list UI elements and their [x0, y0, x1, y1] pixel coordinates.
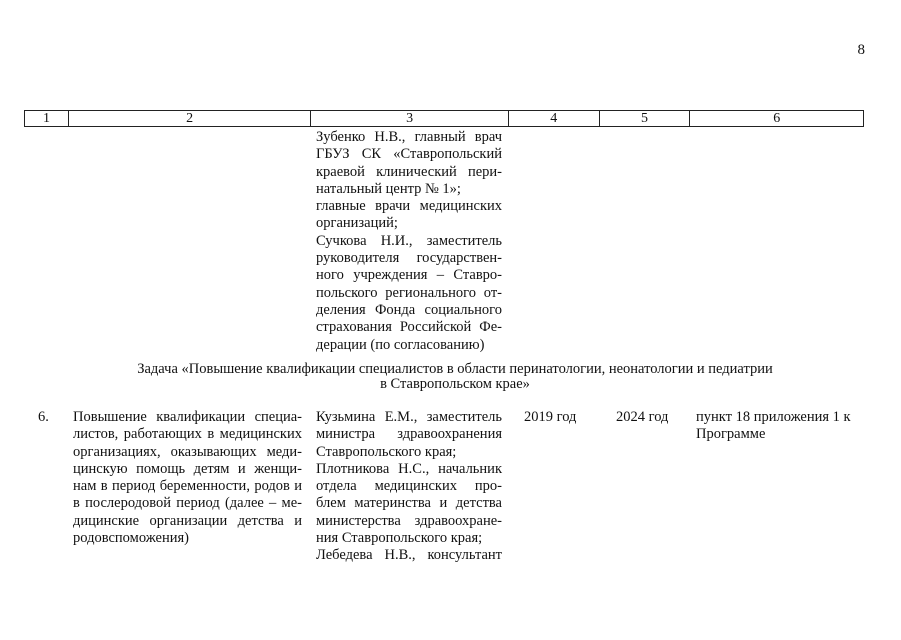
text-line: организациях, оказывающих меди- — [73, 443, 302, 460]
text-line: Плотникова Н.С., начальник — [316, 460, 502, 477]
header-cell-3: 3 — [311, 111, 509, 126]
text-line: страхования Российской Фе- — [316, 319, 502, 336]
table-header-row — [24, 110, 864, 127]
text-line: дицинские организации детства и — [73, 512, 302, 529]
text-line: родовспоможения) — [73, 530, 189, 547]
continuation-responsible-cell — [316, 129, 502, 354]
text-line: польского регионального от- — [316, 284, 502, 301]
text-line: в послеродовой период (далее – ме- — [73, 495, 302, 512]
text-line: краевой клинический пери- — [316, 163, 502, 180]
text-line: деления Фонда социального — [316, 301, 502, 318]
text-line: Повышение квалификации специа- — [73, 409, 302, 425]
task-title-line: Задача «Повышение квалификации специалистов в области перинатологии, неонатологии и педиатрии — [137, 361, 773, 377]
text-line: ния Ставропольского края; — [316, 530, 483, 547]
text-line: организаций; — [316, 215, 398, 232]
text-line: нам в период беременности, родов и — [73, 478, 302, 495]
activity-description-cell — [73, 409, 302, 547]
header-cell-5: 5 — [600, 111, 691, 126]
text-line: Ставропольского края; — [316, 443, 457, 460]
text-line: ГБУЗ СК «Ставропольский — [316, 146, 502, 163]
text-line: Программе — [696, 426, 766, 443]
end-year-cell: 2024 год — [616, 409, 669, 425]
responsible-persons-cell — [316, 409, 502, 565]
header-cell-1: 1 — [25, 111, 69, 126]
text-line: Кузьмина Е.М., заместитель — [316, 409, 502, 425]
row-number: 6. — [38, 409, 49, 425]
header-cell-4: 4 — [509, 111, 600, 126]
text-line: дерации (по согласованию) — [316, 336, 485, 353]
text-line: Сучкова Н.И., заместитель — [316, 232, 502, 249]
text-line: пункт 18 приложения 1 к — [696, 409, 851, 425]
text-line: министерства здравоохране- — [316, 512, 502, 529]
text-line: листов, работающих в медицинских — [73, 426, 302, 443]
start-year-cell: 2019 год — [524, 409, 577, 425]
header-cell-6: 6 — [773, 111, 781, 126]
text-line: главные врачи медицинских — [316, 198, 502, 215]
text-line: Лебедева Н.В., консультант — [316, 547, 502, 564]
text-line: отдела медицинских про- — [316, 478, 502, 495]
text-line: Зубенко Н.В., главный врач — [316, 129, 502, 145]
text-line: руководителя государствен- — [316, 250, 502, 267]
task-title — [60, 362, 850, 392]
page-number: 8 — [857, 42, 865, 58]
text-line: министра здравоохранения — [316, 426, 502, 443]
text-line: натальный центр № 1»; — [316, 180, 461, 197]
header-cell-2: 2 — [69, 111, 311, 126]
text-line: цинскую помощь детям и женщи- — [73, 460, 302, 477]
text-line: блем материнства и детства — [316, 495, 502, 512]
text-line: ного учреждения – Ставро- — [316, 267, 502, 284]
program-reference-cell — [696, 409, 861, 444]
task-title-line: в Ставропольском крае» — [380, 376, 530, 392]
